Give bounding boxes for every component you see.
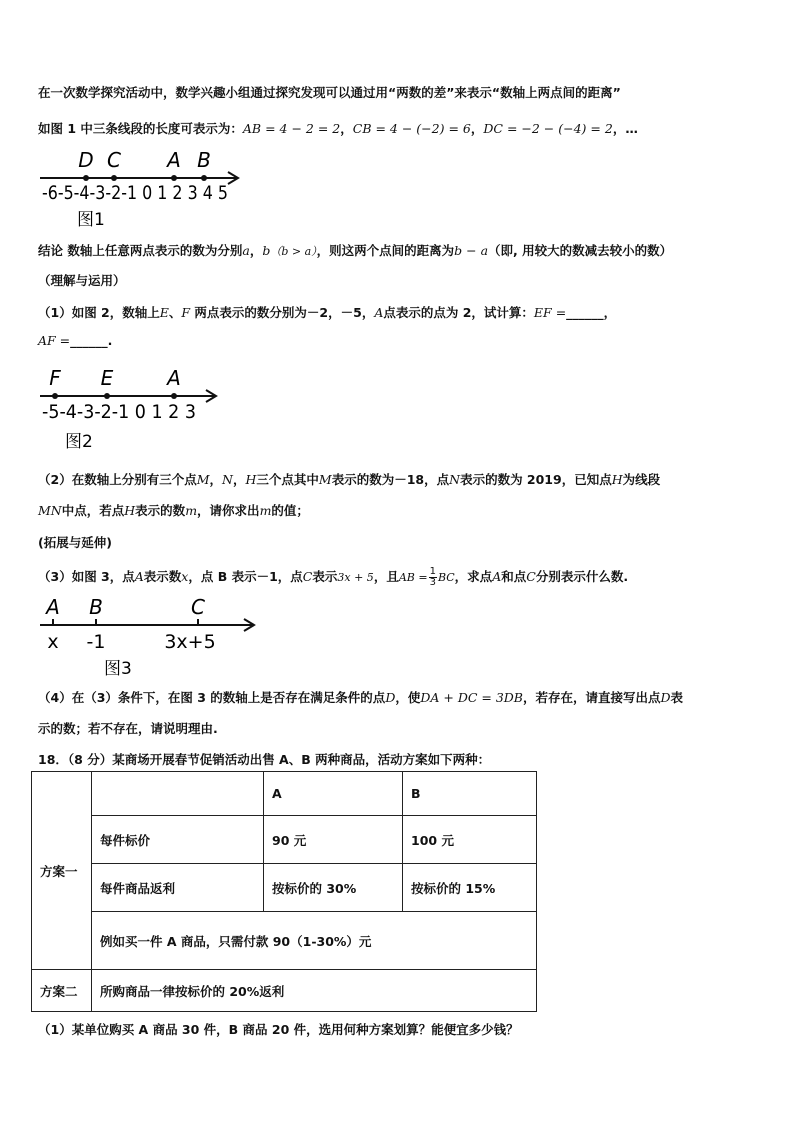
plan1-example: 例如买一件 A 商品，只需付款 90（1-30%）元 bbox=[92, 912, 537, 970]
fig3-value-c: 3x+5 bbox=[164, 631, 216, 653]
fig1-point-c bbox=[111, 175, 117, 181]
fig1-label-d: D bbox=[78, 148, 94, 172]
fig3-label-a: A bbox=[46, 595, 60, 619]
row-price-b: 100 元 bbox=[403, 816, 537, 864]
section-heading-extension: (拓展与延伸) bbox=[38, 535, 112, 550]
figure-2-number-line bbox=[38, 364, 228, 454]
table-row bbox=[32, 912, 537, 970]
row-rebate-a: 按标价的 30% bbox=[264, 864, 403, 912]
expr-dc: DC = −2 − (−4) = 2 bbox=[483, 121, 613, 136]
fig2-point-e bbox=[104, 393, 110, 399]
question-2: （2）在数轴上分别有三个点M，N，H三个点其中M表示的数为－18，点N表示的数为 2019，已知点H为线段 bbox=[38, 472, 661, 487]
figure-3-number-line bbox=[40, 594, 265, 680]
expr-ab: AB = 4 − 2 = 2 bbox=[242, 121, 341, 136]
fig3-value-b: -1 bbox=[86, 631, 106, 653]
fig1-point-a bbox=[171, 175, 177, 181]
question-18-part-1: （1）某单位购买 A 商品 30 件，B 商品 20 件，选用何种方案划算？能便宜多少钱？ bbox=[38, 1022, 519, 1037]
question-3: （3）如图 3，点A表示数x，点 B 表示－1，点C表示3x + 5，且AB = $\frac{1}{3}$ BC，求点A和点C分别表示什么数. bbox=[38, 566, 629, 588]
fig2-label-a: A bbox=[167, 366, 181, 390]
fig1-point-d bbox=[83, 175, 89, 181]
question-4: （4）在（3）条件下，在图 3 的数轴上是否存在满足条件的点D，使DA + DC = 3DB，若存在，请直接写出点D表 bbox=[38, 690, 684, 705]
fig3-caption: 图3 bbox=[104, 659, 132, 679]
row-rebate-b: 按标价的 15% bbox=[403, 864, 537, 912]
question-4-line2: 示的数；若不存在，请说明理由. bbox=[38, 721, 218, 736]
fig2-label-f: F bbox=[49, 366, 61, 390]
blank-af[interactable]: ______ bbox=[70, 333, 108, 348]
fig1-label-a: A bbox=[167, 148, 181, 172]
section-heading-understanding: （理解与运用） bbox=[38, 273, 126, 288]
table-row bbox=[32, 772, 537, 816]
fig1-point-b bbox=[201, 175, 207, 181]
question-2-line2: MN中点，若点H表示的数m，请你求出m的值； bbox=[38, 503, 309, 518]
intro-text: 在一次数学探究活动中，数学兴趣小组通过探究发现可以通过用“两数的差”来表示“数轴上两点间的距离” bbox=[38, 85, 621, 100]
plan1-label: 方案一 bbox=[32, 772, 92, 970]
plan2-label: 方案二 bbox=[32, 970, 92, 1012]
fig3-label-c: C bbox=[191, 595, 205, 619]
fraction-one-third: $\frac{1}{3}$ bbox=[429, 566, 436, 588]
question-1: （1）如图 2，数轴上E、F 两点表示的数分别为－2，－5，A点表示的点为 2，试计算：EF =______， bbox=[38, 305, 617, 320]
fig1-label-b: B bbox=[197, 148, 211, 172]
expr-cb: CB = 4 − (−2) = 6 bbox=[352, 121, 471, 136]
plan2-description: 所购商品一律按标价的 20%返利 bbox=[92, 970, 537, 1012]
header-empty-cell bbox=[92, 772, 264, 816]
fig3-label-b: B bbox=[89, 595, 103, 619]
promotion-table bbox=[31, 771, 537, 1012]
figure-1-number-line bbox=[38, 148, 258, 230]
table-row bbox=[32, 816, 537, 864]
fig3-value-a: x bbox=[47, 631, 59, 653]
blank-ef[interactable]: ______ bbox=[566, 305, 604, 320]
table-row bbox=[32, 970, 537, 1012]
conclusion-text: 结论 数轴上任意两点表示的数为分别a，b（b > a），则这两个点间的距离为b − a（即, 用较大的数减去较小的数） bbox=[38, 243, 673, 258]
row-rebate-label: 每件商品返利 bbox=[92, 864, 264, 912]
fig1-description: 如图 1 中三条线段的长度可表示为：AB = 4 − 2 = 2，CB = 4 − (−2) = 6，DC = −2 − (−4) = 2，… bbox=[38, 121, 638, 136]
fig2-point-f bbox=[52, 393, 58, 399]
question-1-line2: AF =______. bbox=[38, 333, 113, 348]
fig1-tick-labels: -6-5-4-3-2-1 0 1 2 3 4 5 bbox=[42, 182, 228, 204]
fig2-tick-labels: -5-4-3-2-1 0 1 2 3 bbox=[42, 401, 196, 423]
question-18-title: 18．（8 分）某商场开展春节促销活动出售 A、B 两种商品，活动方案如下两种： bbox=[38, 752, 491, 767]
fig2-point-a bbox=[171, 393, 177, 399]
fig1-label-c: C bbox=[107, 148, 121, 172]
fig2-caption: 图2 bbox=[65, 432, 93, 452]
row-price-label: 每件标价 bbox=[92, 816, 264, 864]
header-b: B bbox=[403, 772, 537, 816]
fig1-caption: 图1 bbox=[77, 210, 105, 230]
table-row bbox=[32, 864, 537, 912]
fig2-label-e: E bbox=[100, 366, 114, 390]
row-price-a: 90 元 bbox=[264, 816, 403, 864]
header-a: A bbox=[264, 772, 403, 816]
